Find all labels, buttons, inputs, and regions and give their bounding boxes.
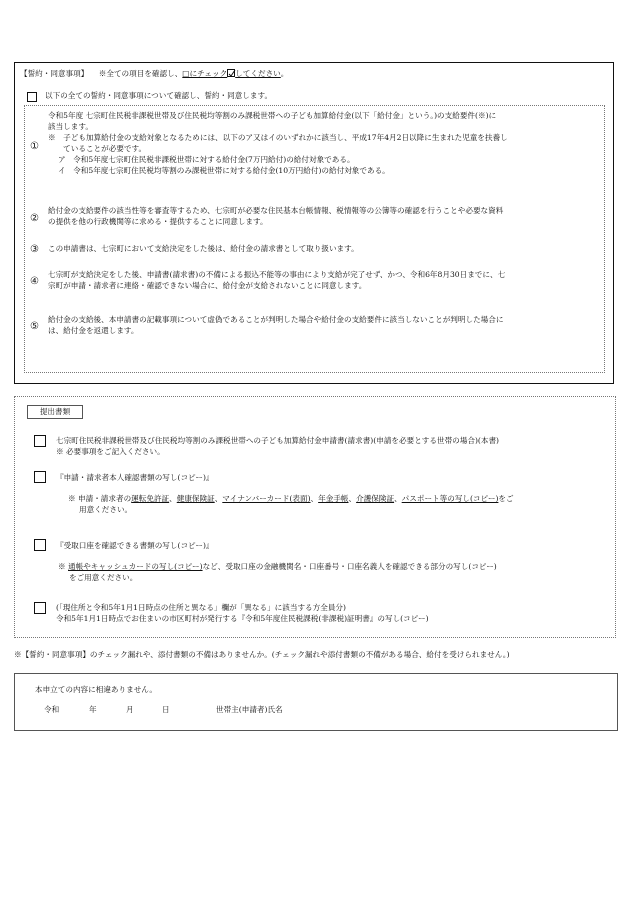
doc-3-note-prefix: ※ (58, 562, 69, 571)
doc-2-id-mynumber: マイナンバーカード(表面) (222, 494, 311, 503)
doc-1-checkbox[interactable] (34, 435, 46, 447)
doc-3-note-line2: をご用意ください。 (69, 573, 138, 582)
item-5-line: 給付金の支給後、本申請書の記載事項について虚偽であることが判明した場合や給付金の支給要件に該当しないことが判明した場合に (48, 315, 504, 324)
item-1-text (48, 110, 508, 176)
agree-all-label: 以下の全ての誓約・同意事項について確認し、誓約・同意します。 (45, 91, 273, 100)
doc-3-note (58, 561, 497, 583)
item-2-marker: ② (30, 213, 39, 224)
instruction-check-text: □にチェック (182, 69, 228, 78)
item-4-line: 七宗町が支給決定をした後、申請書(請求書)の不備による振込不能等の事由により支給が完了せず、かつ、令和6年8月30日までに、七 (48, 270, 506, 279)
doc-3-title: 『受取口座を確認できる書類の写し(コピー)』 (56, 541, 214, 550)
doc-2-id-pension: 年金手帳 (318, 494, 349, 503)
item-5-text (48, 314, 503, 336)
doc-1-text (56, 435, 499, 457)
item-2-text (48, 205, 503, 227)
item-1-sub-b: イ 令和5年度七宗町住民税均等割のみ課税世帯に対する給付金(10万円給付)の給付対象である。 (58, 166, 390, 175)
doc-2-sep: 、 (214, 494, 223, 503)
doc-4-title: (「現住所と令和5年1月1日時点の住所と異なる」欄が「異なる」に該当する方全員分) (56, 603, 346, 612)
item-3-text (48, 243, 359, 254)
signature-statement: 本申立ての内容に相違ありません。 (35, 685, 157, 694)
date-year: 年 (89, 705, 97, 714)
doc-2-sep: 、 (348, 494, 357, 503)
doc-2-id-passport: パスポート等の写し(コピー) (401, 494, 499, 503)
signature-section (14, 673, 618, 731)
agreement-header: 【誓約・同意事項】 (20, 69, 89, 78)
doc-3-checkbox[interactable] (34, 539, 46, 551)
doc-4-text (56, 602, 429, 624)
item-4-marker: ④ (30, 276, 39, 287)
doc-2-note-line2: 用意ください。 (79, 505, 133, 514)
doc-2-sep: 、 (310, 494, 319, 503)
item-5-marker: ⑤ (30, 321, 39, 332)
item-4-text (48, 269, 505, 291)
doc-3-passbook: 通帳やキャッシュカードの写し(コピー) (68, 562, 203, 571)
item-2-line: の提供を他の行政機関等に求める・提供することに同意します。 (48, 217, 268, 226)
date-era: 令和 (44, 705, 60, 714)
date-month: 月 (126, 705, 134, 714)
doc-2-sep: 、 (169, 494, 177, 503)
warning-note: ※【誓約・同意事項】のチェック漏れや、添付書類の不備はありませんか。(チェック漏れや添付書類の不備がある場合、給付を受けられません。) (14, 650, 510, 659)
doc-2-checkbox[interactable] (34, 471, 46, 483)
doc-1-title: 七宗町住民税非課税世帯及び住民税均等割のみ課税世帯への子ども加算給付金申請書(請求書)(申請を必要とする世帯の場合)(本書) (56, 436, 500, 445)
date-day: 日 (162, 705, 170, 714)
doc-2-id-health: 健康保険証 (176, 494, 215, 503)
item-1-line: ていることが必要です。 (48, 144, 147, 153)
doc-1-note: ※ 必要事項をご記入ください。 (56, 447, 165, 456)
item-1-sub-a: ア 令和5年度七宗町住民税非課税世帯に対する給付金(7万円給付)の給付対象である。 (58, 155, 355, 164)
instruction-text: ※全ての項目を確認し、 (98, 69, 183, 78)
item-3-marker: ③ (30, 244, 39, 255)
agreement-header-line (20, 68, 288, 79)
item-3-line: この申請書は、七宗町において支給決定をした後は、給付金の請求書として取り扱います。 (48, 244, 359, 253)
doc-2-note-prefix: ※ 申請・請求者の (68, 494, 132, 503)
doc-2-id-license: 運転免許証 (131, 494, 170, 503)
item-1-marker: ① (30, 141, 39, 152)
item-1-line: 該当します。 (48, 122, 93, 131)
doc-2-note (68, 493, 514, 515)
item-1-line: 令和5年度 七宗町住民税非課税世帯及び住民税均等割のみ課税世帯への子ども加算給付金(以下「給付金」という。)の支給要件(※)に (48, 111, 497, 120)
doc-3-note-suffix: など、受取口座の金融機関名・口座番号・口座名義人を確認できる部分の写し(コピー) (202, 562, 497, 571)
doc-2-sep: 、 (394, 494, 402, 503)
item-1-line: ※ 子ども加算給付金の支給対象となるためには、以下のア又はイのいずれかに該当し、平成17年4月2日以降に生まれた児童を扶養し (48, 133, 508, 142)
doc-4-checkbox[interactable] (34, 602, 46, 614)
documents-label: 提出書類 (27, 405, 83, 419)
doc-4-note: 令和5年1月1日時点でお住まいの市区町村が発行する『令和5年度住民税課税(非課税)証明書』の写し(コピー) (56, 614, 429, 623)
applicant-name-label: 世帯主(申請者)氏名 (216, 705, 283, 714)
instruction-do-text: してください (235, 69, 281, 78)
agreement-instruction (99, 69, 289, 78)
item-4-line: 宗町が申請・請求者に連絡・確認できない場合に、給付金が支給されないことに同意します。 (48, 281, 367, 290)
doc-2-title: 『申請・請求者本人確認書類の写し(コピー)』 (56, 473, 214, 482)
agree-all-checkbox[interactable] (27, 92, 37, 102)
doc-2-note-suffix: をご (498, 494, 514, 503)
item-5-line: は、給付金を返還します。 (48, 326, 139, 335)
item-2-line: 給付金の支給要件の該当性等を審査等するため、七宗町が必要な住民基本台帳情報、税情報等の公簿等の確認を行うことや必要な資料 (48, 206, 504, 215)
doc-2-id-care: 介護保険証 (356, 494, 395, 503)
instruction-period: 。 (280, 69, 289, 78)
